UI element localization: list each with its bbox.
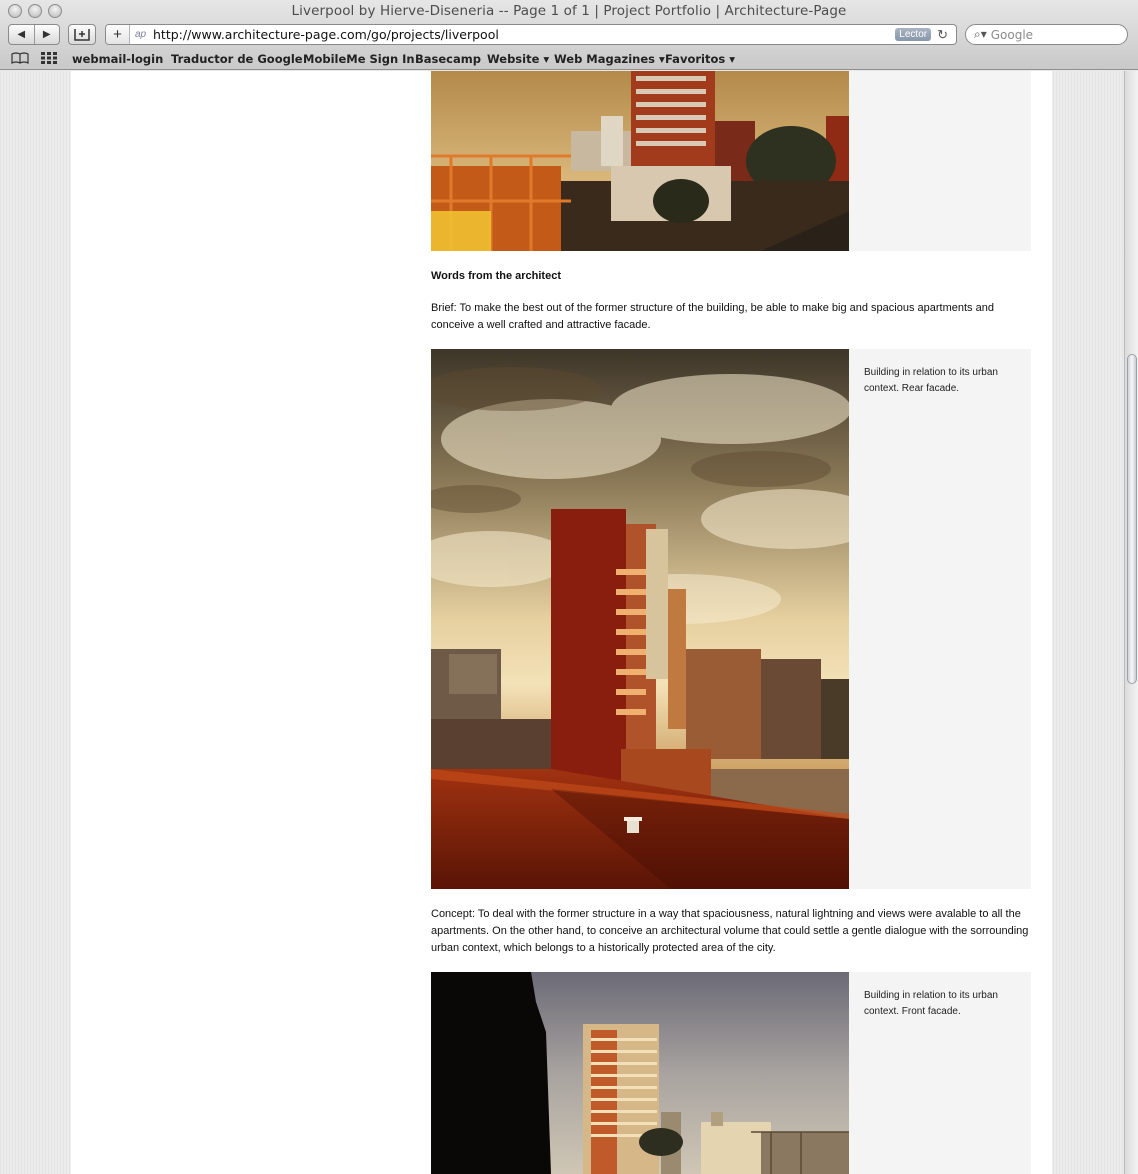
bookmark-web-magazines-menu[interactable]: Web Magazines ▾: [554, 52, 665, 66]
bookmark-webmail-login[interactable]: webmail-login: [72, 52, 164, 66]
front-facade-image: [431, 972, 849, 1174]
bookmarks-bar-button[interactable]: [68, 24, 96, 45]
window-title: Liverpool by Hierve-Diseneria -- Page 1 of 1 | Project Portfolio | Architecture-Page: [291, 3, 847, 19]
bookmark-favoritos-menu[interactable]: Favoritos ▾: [665, 52, 735, 66]
browser-chrome: [0, 0, 1138, 70]
search-icon: ⌕▾: [974, 27, 987, 41]
site-favicon: ap: [135, 29, 147, 40]
brief-paragraph: Brief: To make the best out of the former structure of the building, be able to make big and spacious apartments and conceive a well crafted and attractive facade.: [431, 302, 994, 331]
scrollbar-thumb[interactable]: [1127, 354, 1137, 684]
bookmark-traductor[interactable]: Traductor de Google: [171, 52, 303, 66]
toolbar: [0, 22, 1138, 48]
project-photo[interactable]: [431, 71, 849, 251]
url-field[interactable]: http://www.architecture-page.com/go/projects/liverpool: [153, 27, 499, 42]
photo-caption: Building in relation to its urban context. Front facade.: [864, 990, 998, 1017]
vertical-scrollbar[interactable]: [1124, 71, 1138, 1174]
rear-facade-image: [431, 349, 849, 889]
photo-caption: Building in relation to its urban context. Rear facade.: [864, 367, 998, 394]
title-bar: [0, 0, 1138, 22]
reading-list-icon[interactable]: [11, 52, 29, 67]
photo-row: [431, 71, 1031, 251]
top-sites-grid-icon[interactable]: [41, 52, 57, 67]
concept-paragraph: Concept: To deal with the former structure in a way that spaciousness, natural lightning and views were avalable to all the apartments. On the other hand, to conceive an architectural volume that could settle a gentle dialogue with the sorrounding urban context, which belongs to a historically protected area of the city.: [431, 908, 1029, 954]
search-placeholder: Google: [990, 27, 1034, 42]
page-content: [71, 71, 1052, 1174]
search-field[interactable]: [965, 24, 1128, 45]
reader-button[interactable]: Lector: [895, 28, 931, 41]
bookmark-basecamp[interactable]: Basecamp: [415, 52, 481, 66]
photo-row: [431, 972, 1031, 1174]
reload-icon[interactable]: ↻: [937, 26, 948, 42]
bookmarks-bar: [0, 48, 1138, 70]
address-bar[interactable]: [105, 24, 957, 45]
add-to-bookmarks-icon: [73, 28, 91, 41]
nav-buttons: [8, 24, 60, 45]
page-viewport: [0, 71, 1124, 1174]
add-bookmark-button[interactable]: +: [106, 25, 130, 44]
back-arrow-icon[interactable]: ◀: [17, 29, 26, 40]
rooftop-city-image: [431, 71, 849, 251]
bookmark-mobileme[interactable]: MobileMe Sign In: [303, 52, 415, 66]
project-photo[interactable]: [431, 972, 849, 1174]
forward-arrow-icon[interactable]: ▶: [34, 25, 60, 44]
section-heading: Words from the architect: [431, 270, 561, 282]
bookmark-website-menu[interactable]: Website ▾: [487, 52, 550, 66]
photo-row: [431, 349, 1031, 889]
project-photo[interactable]: [431, 349, 849, 889]
